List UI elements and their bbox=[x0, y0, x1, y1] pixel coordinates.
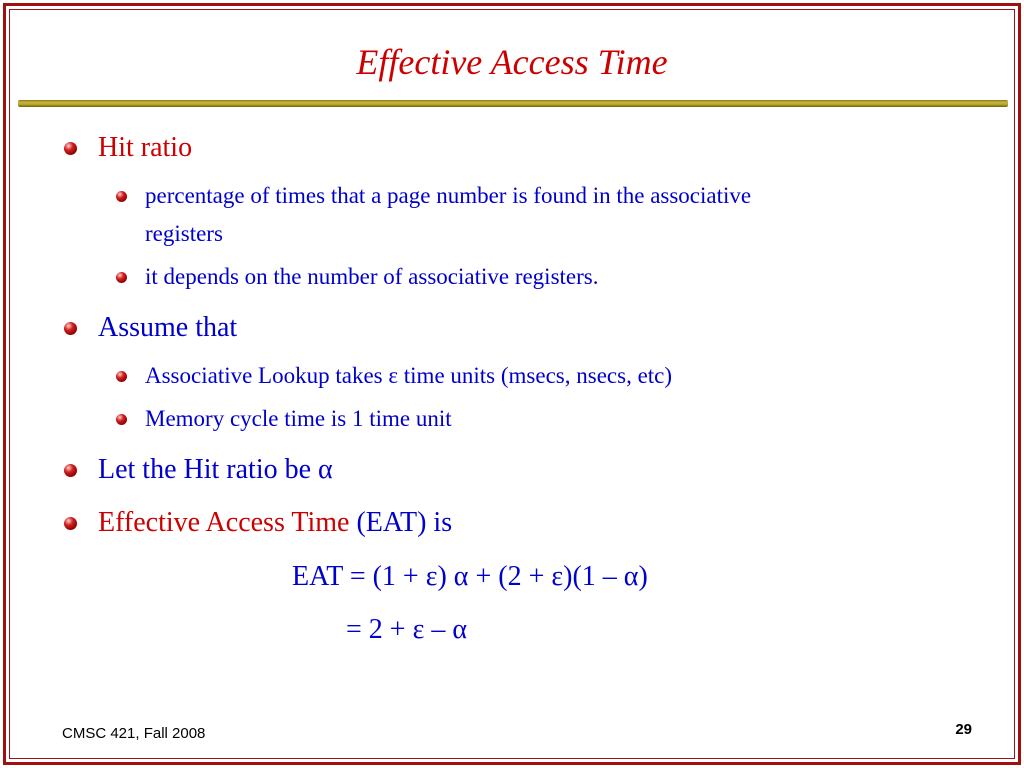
bullet-text: Hit ratio bbox=[98, 132, 193, 163]
eat-highlight: Effective Access Time bbox=[98, 507, 350, 538]
bullet-assume-that bbox=[64, 311, 237, 345]
bullet-text: percentage of times that a page number is found in the associative bbox=[145, 183, 752, 208]
bullet-icon bbox=[116, 191, 127, 202]
bullet-icon bbox=[64, 322, 77, 335]
footer-course: CMSC 421, Fall 2008 bbox=[62, 725, 206, 742]
footer-page-number: 29 bbox=[955, 721, 972, 738]
subbullet-lookup bbox=[116, 361, 672, 391]
bullet-hit-ratio bbox=[64, 131, 192, 165]
slide-title: Effective Access Time bbox=[356, 42, 668, 82]
bullet-icon bbox=[64, 517, 77, 530]
bullet-text: Memory cycle time is 1 time unit bbox=[145, 406, 452, 431]
equation-eat: EAT = (1 + ε) α + (2 + ε)(1 – α) bbox=[292, 561, 648, 592]
bullet-text bbox=[98, 506, 452, 540]
subbullet-memory-cycle bbox=[116, 404, 452, 434]
subbullet-depends bbox=[116, 262, 599, 292]
equation-eat-simplified: = 2 + ε – α bbox=[346, 614, 468, 645]
bullet-icon bbox=[116, 414, 127, 425]
subbullet-continuation: registers bbox=[145, 221, 223, 246]
bullet-text: it depends on the number of associative registers. bbox=[145, 264, 599, 289]
title-divider bbox=[18, 100, 1008, 107]
bullet-icon bbox=[116, 371, 127, 382]
bullet-text: Let the Hit ratio be α bbox=[98, 454, 333, 485]
bullet-text: Assume that bbox=[98, 312, 238, 343]
bullet-icon bbox=[64, 142, 77, 155]
bullet-hit-ratio-alpha bbox=[64, 453, 333, 487]
bullet-icon bbox=[116, 272, 127, 283]
bullet-icon bbox=[64, 464, 77, 477]
eat-rest: (EAT) is bbox=[349, 507, 453, 538]
bullet-eat-definition bbox=[64, 506, 452, 540]
subbullet-percentage bbox=[116, 181, 751, 211]
bullet-text: Associative Lookup takes ε time units (msecs, nsecs, etc) bbox=[145, 363, 673, 388]
